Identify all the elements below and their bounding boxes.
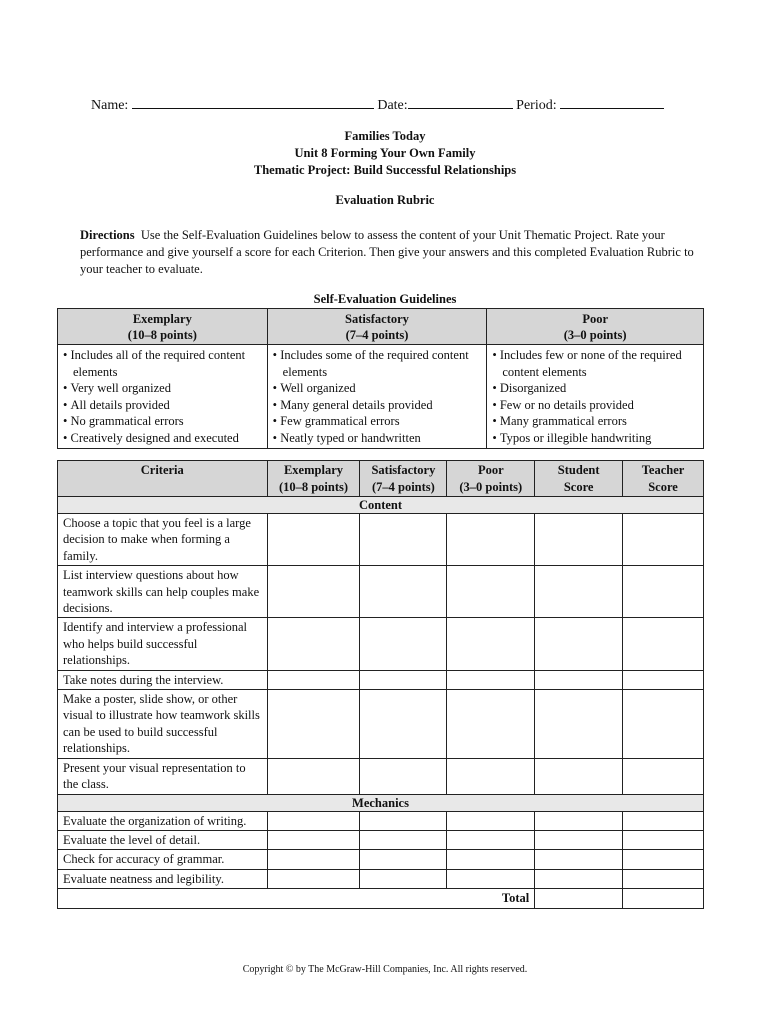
criterion-text: Choose a topic that you feel is a large decision to make when forming a family. (58, 514, 268, 566)
list-item: • Neatly typed or handwritten (273, 430, 484, 447)
period-blank (560, 94, 664, 109)
name-label: Name: (91, 98, 129, 113)
exemplary-cell[interactable] (267, 514, 360, 566)
project-title: Thematic Project: Build Successful Relationships (253, 163, 517, 177)
header-teacher-score: Teacher Score (623, 461, 704, 497)
poor-cell[interactable] (447, 830, 535, 849)
total-label: Total (58, 889, 535, 908)
list-item: • Includes some of the required content elements (273, 347, 484, 380)
date-label: Date: (377, 98, 408, 113)
student-score-cell[interactable] (535, 670, 623, 689)
guide-poor-cell (487, 345, 704, 449)
table-row (58, 690, 704, 759)
poor-cell[interactable] (447, 670, 535, 689)
teacher-score-cell[interactable] (623, 670, 704, 689)
teacher-score-cell[interactable] (623, 690, 704, 759)
exemplary-cell[interactable] (267, 670, 360, 689)
satisfactory-cell[interactable] (360, 811, 447, 830)
criteria-table (57, 460, 704, 909)
section-row-mechanics (58, 794, 704, 811)
student-info-line (91, 94, 664, 114)
satisfactory-cell[interactable] (360, 514, 447, 566)
exemplary-cell[interactable] (267, 758, 360, 794)
teacher-score-cell[interactable] (623, 618, 704, 670)
poor-cell[interactable] (447, 811, 535, 830)
directions-lead: Directions (80, 228, 135, 242)
rubric-title: Evaluation Rubric (335, 193, 435, 207)
student-score-cell[interactable] (535, 869, 623, 888)
student-score-cell[interactable] (535, 758, 623, 794)
student-score-cell[interactable] (535, 690, 623, 759)
criterion-text: Evaluate neatness and legibility. (58, 869, 268, 888)
table-row (58, 850, 704, 869)
table-row (58, 566, 704, 618)
header-criteria: Criteria (58, 461, 268, 497)
satisfactory-cell[interactable] (360, 850, 447, 869)
criterion-text: List interview questions about how teamwork skills can help couples make decisions. (58, 566, 268, 618)
guide-exemplary-cell (58, 345, 268, 449)
teacher-score-cell[interactable] (623, 869, 704, 888)
guidelines-header-row (58, 309, 704, 345)
poor-cell[interactable] (447, 618, 535, 670)
header-poor: Poor (3–0 points) (447, 461, 535, 497)
student-total-cell[interactable] (535, 889, 623, 908)
list-item: • Includes few or none of the required content elements (492, 347, 700, 380)
exemplary-cell[interactable] (267, 830, 360, 849)
student-score-cell[interactable] (535, 566, 623, 618)
directions-text: Use the Self-Evaluation Guidelines below to assess the content of your Unit Thematic Project. Rate your performance and give yourself a score for each Criterion. Then give your answers and this completed Evaluation Rubric to your teacher to evaluate. (80, 228, 694, 276)
satisfactory-cell[interactable] (360, 618, 447, 670)
list-item: • Few or no details provided (492, 397, 700, 414)
guidelines-title: Self-Evaluation Guidelines (313, 292, 457, 306)
student-score-cell[interactable] (535, 618, 623, 670)
poor-cell[interactable] (447, 690, 535, 759)
period-label: Period: (516, 98, 557, 113)
list-item: • Well organized (273, 380, 484, 397)
guide-header-poor: Poor (3–0 points) (487, 309, 704, 345)
satisfactory-cell[interactable] (360, 830, 447, 849)
poor-cell[interactable] (447, 758, 535, 794)
criterion-text: Present your visual representation to the class. (58, 758, 268, 794)
table-row (58, 830, 704, 849)
list-item: • Typos or illegible handwriting (492, 430, 700, 447)
list-item: • Creatively designed and executed (63, 430, 264, 447)
exemplary-cell[interactable] (267, 811, 360, 830)
guidelines-body-row (58, 345, 704, 449)
table-row (58, 618, 704, 670)
poor-cell[interactable] (447, 514, 535, 566)
exemplary-cell[interactable] (267, 690, 360, 759)
date-blank (408, 94, 513, 109)
table-row (58, 758, 704, 794)
poor-cell[interactable] (447, 869, 535, 888)
self-evaluation-guidelines-table (57, 308, 704, 449)
criterion-text: Take notes during the interview. (58, 670, 268, 689)
student-score-cell[interactable] (535, 830, 623, 849)
header-exemplary: Exemplary (10–8 points) (267, 461, 360, 497)
exemplary-cell[interactable] (267, 566, 360, 618)
copyright-notice: Copyright © by The McGraw-Hill Companies, Inc. All rights reserved. (242, 964, 528, 975)
teacher-total-cell[interactable] (623, 889, 704, 908)
list-item: • Very well organized (63, 380, 264, 397)
teacher-score-cell[interactable] (623, 850, 704, 869)
teacher-score-cell[interactable] (623, 811, 704, 830)
list-item: • Many grammatical errors (492, 413, 700, 430)
criterion-text: Evaluate the organization of writing. (58, 811, 268, 830)
table-row (58, 869, 704, 888)
list-item: • Includes all of the required content elements (63, 347, 264, 380)
teacher-score-cell[interactable] (623, 514, 704, 566)
criteria-header-row (58, 461, 704, 497)
table-row (58, 514, 704, 566)
exemplary-cell[interactable] (267, 869, 360, 888)
criterion-text: Make a poster, slide show, or other visual to illustrate how teamwork skills can be used to build successful relationships. (58, 690, 268, 759)
list-item: • All details provided (63, 397, 264, 414)
teacher-score-cell[interactable] (623, 566, 704, 618)
table-row (58, 811, 704, 830)
guide-satisfactory-cell (267, 345, 487, 449)
criterion-text: Identify and interview a professional who helps build successful relationships. (58, 618, 268, 670)
exemplary-cell[interactable] (267, 618, 360, 670)
section-row-content (58, 497, 704, 514)
guide-header-satisfactory: Satisfactory (7–4 points) (267, 309, 487, 345)
section-label-mechanics: Mechanics (58, 794, 704, 811)
teacher-score-cell[interactable] (623, 830, 704, 849)
satisfactory-cell[interactable] (360, 690, 447, 759)
satisfactory-cell[interactable] (360, 670, 447, 689)
list-item: • Many general details provided (273, 397, 484, 414)
poor-cell[interactable] (447, 850, 535, 869)
section-label-content: Content (58, 497, 704, 514)
guide-header-exemplary: Exemplary (10–8 points) (58, 309, 268, 345)
header-satisfactory: Satisfactory (7–4 points) (360, 461, 447, 497)
exemplary-cell[interactable] (267, 850, 360, 869)
satisfactory-cell[interactable] (360, 566, 447, 618)
unit-title: Unit 8 Forming Your Own Family (294, 146, 476, 160)
criterion-text: Check for accuracy of grammar. (58, 850, 268, 869)
poor-cell[interactable] (447, 566, 535, 618)
course-title: Families Today (344, 129, 426, 143)
table-row (58, 670, 704, 689)
student-score-cell[interactable] (535, 811, 623, 830)
total-row (58, 889, 704, 908)
header-student-score: Student Score (535, 461, 623, 497)
teacher-score-cell[interactable] (623, 758, 704, 794)
satisfactory-cell[interactable] (360, 869, 447, 888)
name-blank (132, 94, 374, 109)
list-item: • No grammatical errors (63, 413, 264, 430)
criterion-text: Evaluate the level of detail. (58, 830, 268, 849)
document-titles (0, 128, 770, 179)
satisfactory-cell[interactable] (360, 758, 447, 794)
student-score-cell[interactable] (535, 514, 623, 566)
directions (80, 227, 700, 278)
student-score-cell[interactable] (535, 850, 623, 869)
list-item: • Few grammatical errors (273, 413, 484, 430)
list-item: • Disorganized (492, 380, 700, 397)
